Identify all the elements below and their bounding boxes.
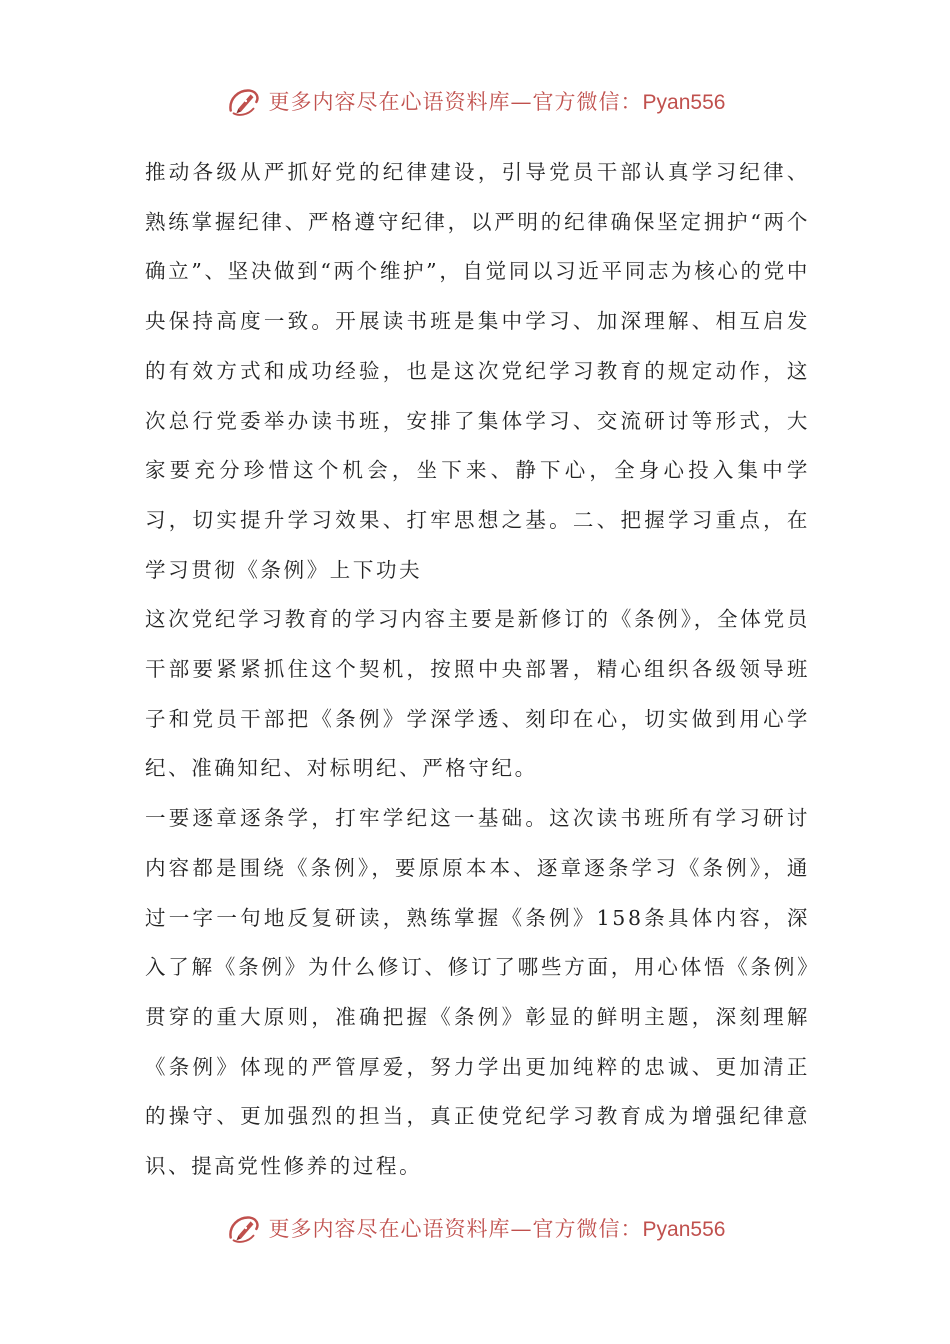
paragraph-2: 这次党纪学习教育的学习内容主要是新修订的《条例》，全体党员干部要紧紧抓住这个契机，按照中央部署，精心组织各级领导班子和党员干部把《条例》学深学透、刻印在心，切实做到用心学纪、准确知纪、对标明纪、严格守纪。 [145, 607, 810, 781]
paragraph-1: 推动各级从严抓好党的纪律建设，引导党员干部认真学习纪律、熟练掌握纪律、严格遵守纪律，以严明的纪律确保坚定拥护“两个确立”、坚决做到“两个维护”，自觉同以习近平同志为核心的党中央保持高度一致。开展读书班是集中学习、加深理解、相互启发的有效方式和成功经验，也是这次党纪学习教育的规定动作，这次总行党委举办读书班，安排了集体学习、交流研讨等形式，大家要充分珍惜这个机会，坐下来、静下心，全身心投入集中学习，切实提升学习效果、打牢思想之基。二、把握学习重点，在学习贯彻《条例》上下功夫 [145, 160, 810, 582]
paragraph-3: 一要逐章逐条学，打牢学纪这一基础。这次读书班所有学习研讨内容都是围绕《条例》，要原原本本、逐章逐条学习《条例》，通过一字一句地反复研读，熟练掌握《条例》158条具体内容，深入了解《条例》为什么修订、修订了哪些方面，用心体悟《条例》贯穿的重大原则，准确把握《条例》彰显的鲜明主题，深刻理解《条例》体现的严管厚爱，努力学出更加纯粹的忠诚、更加清正的操守、更加强烈的担当，真正使党纪学习教育成为增强纪律意识、提高党性修养的过程。 [145, 806, 810, 1179]
header-banner [0, 82, 950, 120]
wechat-id: Pyan556 [642, 1218, 726, 1241]
pen-nib-swirl-icon [225, 82, 263, 120]
pen-nib-swirl-icon [225, 1209, 263, 1247]
wechat-id: Pyan556 [642, 91, 726, 114]
footer-banner [0, 1209, 950, 1247]
banner-text: 更多内容尽在心语资料库—官方微信：Pyan556 [268, 1217, 726, 1241]
document-body [145, 148, 810, 1192]
banner-text: 更多内容尽在心语资料库—官方微信：Pyan556 [268, 90, 726, 114]
